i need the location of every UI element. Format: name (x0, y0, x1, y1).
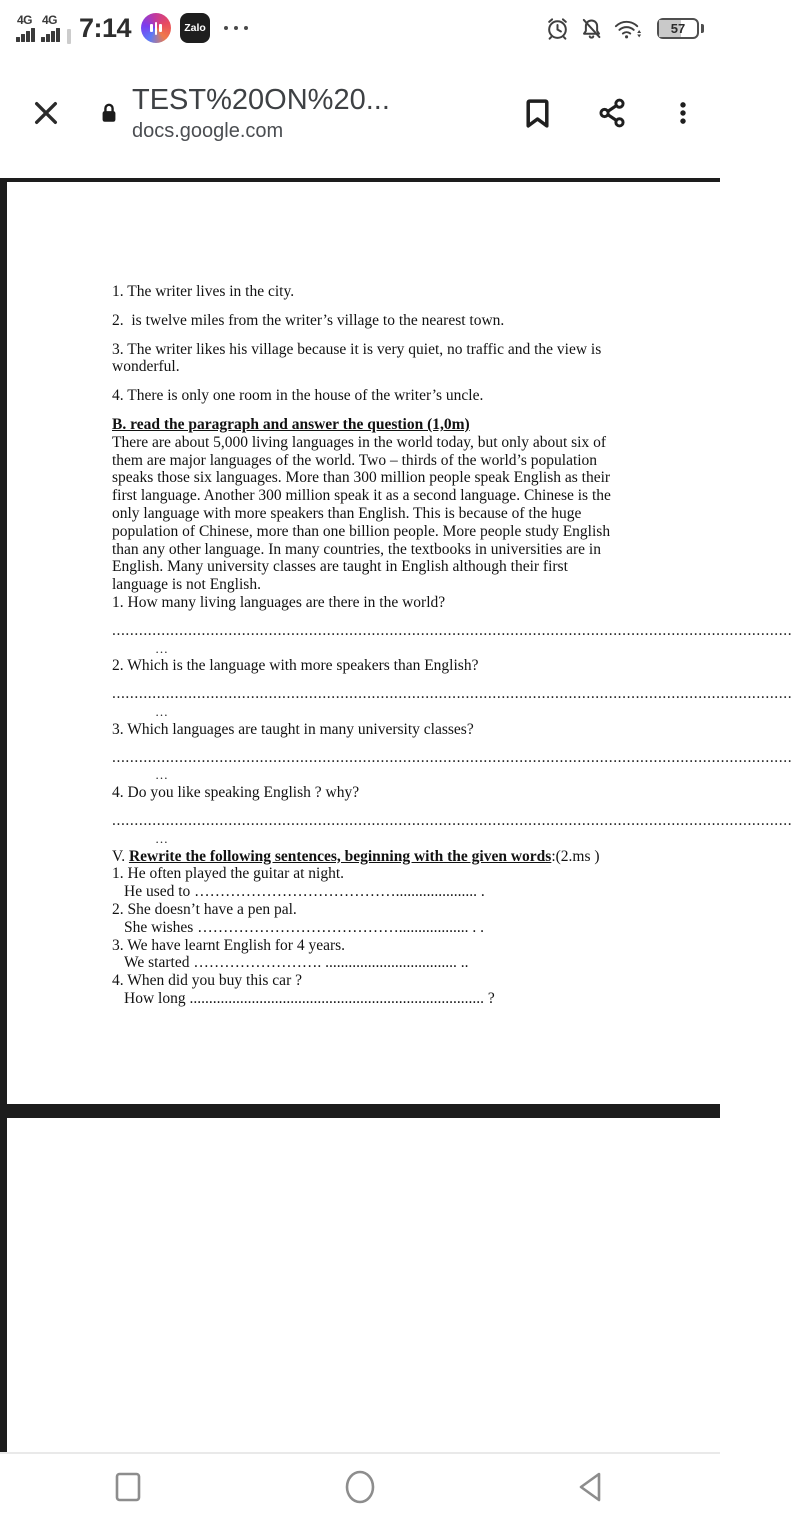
page-title-block (132, 83, 511, 144)
signal-strength-icon-2 (41, 12, 61, 42)
share-button[interactable] (596, 97, 628, 129)
network-type-label: 4G (17, 12, 33, 27)
zalo-app-badge: Zalo (180, 13, 210, 43)
question-2: 2. Which is the language with more speakers than English? (112, 657, 479, 675)
document-page-2 (7, 1118, 720, 1452)
status-bar (0, 0, 720, 56)
answer-dotted-line: ........................................................................................................................................................ (112, 748, 792, 766)
rewrite-stem-1: He used to …………………………………..................... . (124, 883, 485, 901)
section-b-heading: B. read the paragraph and answer the question (1,0m) (112, 415, 470, 433)
rewrite-stem-2: She wishes ………………………………….................. . . (124, 918, 484, 936)
clock-time: 7:14 (79, 12, 132, 43)
statement-4: 4. There is only one room in the house of the writer’s uncle. (112, 387, 484, 405)
answer-continuation-dots: … (155, 640, 168, 656)
answer-continuation-dots: … (155, 703, 168, 719)
rewrite-prompt-1: 1. He often played the guitar at night. (112, 865, 345, 883)
answer-continuation-dots: … (155, 830, 168, 846)
home-button[interactable] (332, 1463, 388, 1511)
answer-dotted-line: ........................................................................................................................................................ (112, 621, 792, 639)
rewrite-prompt-3: 3. We have learnt English for 4 years. (112, 936, 346, 954)
wifi-icon (613, 16, 644, 41)
browser-header (0, 56, 720, 170)
colorful-app-notification-icon (141, 13, 171, 43)
close-button[interactable] (24, 91, 68, 135)
recents-button[interactable] (100, 1463, 156, 1511)
question-4: 4. Do you like speaking English ? why? (112, 784, 360, 802)
battery-percent: 57 (670, 20, 686, 36)
rewrite-stem-3: We started ……………………. .................................. .. (124, 954, 469, 972)
status-bar-right (545, 16, 704, 41)
question-3: 3. Which languages are taught in many university classes? (112, 720, 474, 738)
signal-bars-icon (16, 27, 36, 42)
section-b-paragraph: There are about 5,000 living languages in the world today, but only about six of them are major languages of the world. Two – thirds of the world’s population speaks those six languages. More than 300 million people speak English as their first language. Another 300 million speak it as a second language. Chinese is the only language with more speakers than English. This is because of the huge population of Chinese, more than one billion people. More people study English than any other language. In many countries, the textbooks in universities are in English. Many university classes are taught in English although their first language is not English. (112, 433, 611, 594)
status-overflow-dots-icon (224, 26, 248, 30)
statement-1: 1. The writer lives in the city. (112, 283, 295, 300)
signal-bars-icon (41, 27, 61, 42)
question-1: 1. How many living languages are there in the world? (112, 593, 446, 611)
statement-3: 3. The writer likes his village because it is very quiet, no traffic and the view is wonderful. (112, 340, 602, 376)
document-viewport[interactable] (0, 178, 792, 1452)
document-page-1 (7, 182, 792, 1104)
answer-continuation-dots: … (155, 767, 168, 783)
notifications-muted-bell-icon (579, 16, 604, 41)
signal-strength-icon-1 (16, 12, 36, 42)
answer-dotted-line: ........................................................................................................................................................ (112, 811, 792, 829)
header-actions (521, 96, 696, 131)
rewrite-stem-4: How long ............................................................................ ? (124, 989, 495, 1007)
android-nav-bar (0, 1452, 720, 1520)
secure-lock-icon[interactable] (98, 100, 120, 126)
battery-icon (657, 18, 699, 39)
statement-2: 2. is twelve miles from the writer’s village to the nearest town. (112, 311, 505, 329)
alarm-clock-icon (545, 16, 570, 41)
bookmark-button[interactable] (521, 96, 554, 131)
page-title: TEST%20ON%20... (132, 83, 390, 116)
answer-dotted-line: ........................................................................................................................................................ (112, 685, 792, 703)
network-type-label: 4G (42, 12, 58, 27)
rewrite-prompt-4: 4. When did you buy this car ? (112, 972, 302, 990)
page-separator (7, 1104, 720, 1118)
status-bar-left (16, 13, 248, 44)
page-url: docs.google.com (132, 119, 284, 142)
battery-cap (701, 24, 704, 33)
overflow-menu-button[interactable] (670, 97, 696, 129)
section-v-heading: V. Rewrite the following sentences, beginning with the given words:(2.ms ) (112, 847, 600, 865)
rewrite-prompt-2: 2. She doesn’t have a pen pal. (112, 900, 297, 918)
signal-dim-bar-icon (67, 29, 71, 44)
back-button[interactable] (564, 1463, 620, 1511)
header-divider-gap (0, 170, 720, 178)
